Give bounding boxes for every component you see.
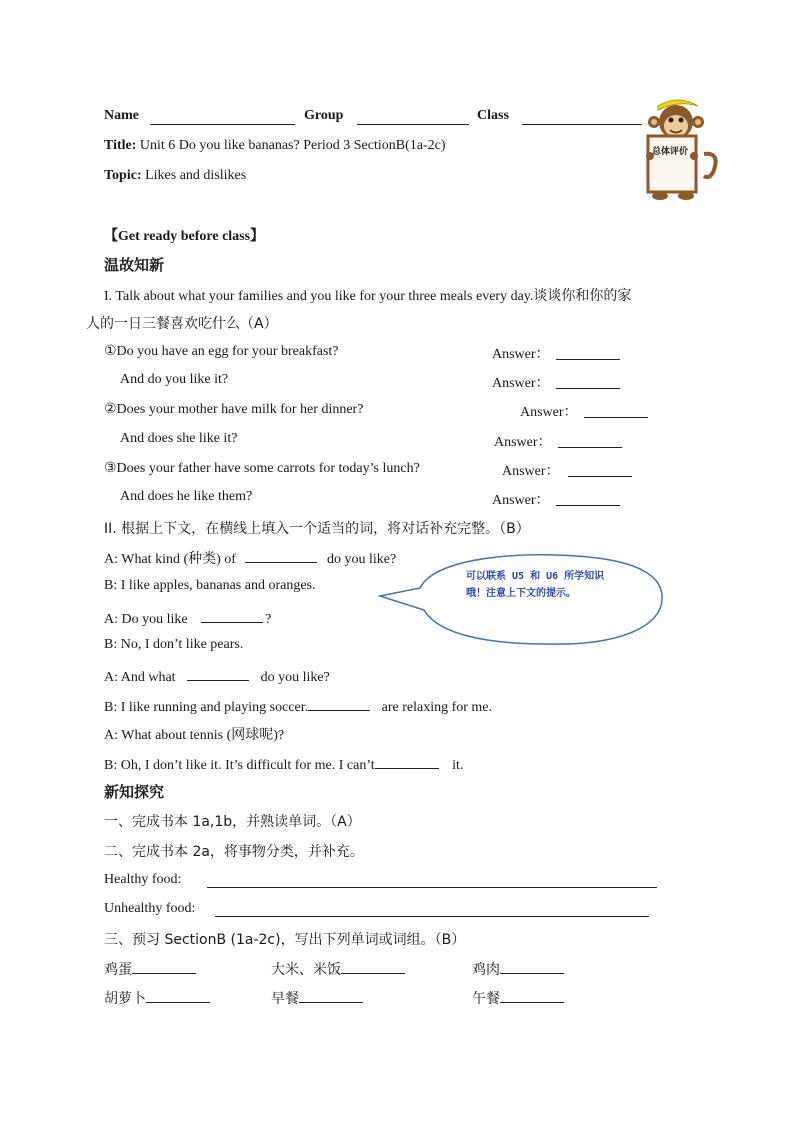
group-label: Group [304,108,344,123]
dialog-line-5-post: do you like? [260,670,330,685]
word-egg-blank[interactable] [132,959,196,974]
group-blank[interactable] [357,110,469,125]
dialog-line-3-post: ? [265,612,272,627]
word-chicken-label: 鸡肉 [472,962,500,978]
q3-text: ③Does your father have some carrots for today’s lunch? [104,461,420,476]
dialog-blank-1[interactable] [245,548,317,563]
word-breakfast-blank[interactable] [299,988,363,1003]
dialog-line-6-pre: B: I like running and playing soccer. [104,700,309,715]
q2-answer-blank[interactable] [584,403,648,418]
part1-line1: I. Talk about what your families and you like for your three meals every day.谈谈你和你的家 [104,289,632,304]
q3-answer-blank[interactable] [568,462,632,477]
dialog-line-6-post: are relaxing for me. [381,700,493,715]
topic-label: Topic: [104,168,142,183]
dialog-line-6 [104,696,492,716]
q2b-answer-blank[interactable] [558,433,622,448]
class-label: Class [477,108,509,123]
title-line [104,138,446,154]
dialog-line-8-post: it. [452,758,464,773]
dialog-line-3 [104,608,271,628]
dialog-blank-5[interactable] [375,754,439,769]
dialog-line-5 [104,666,330,686]
dialog-blank-4[interactable] [308,696,370,711]
word-lunch [472,988,564,1008]
q2-answer-label: Answer： [520,405,578,420]
word-egg-label: 鸡蛋 [104,962,132,978]
word-rice [271,959,405,979]
dialog-line-1-post: do you like? [326,552,397,567]
word-egg [104,959,196,979]
dialog-blank-2[interactable] [201,608,263,623]
q3b-answer-label: Answer： [492,493,550,508]
task-2: 二、完成书本 2a，将事物分类，并补充。 [104,844,364,860]
dialog-line-5-pre: A: And what [104,670,176,685]
q1-answer-label: Answer： [492,347,550,362]
dialog-line-7: A: What about tennis (网球呢)? [104,728,285,743]
dialog-line-1-pre: A: What kind (种类) of [104,552,236,567]
dialog-line-3-pre: A: Do you like [104,612,188,627]
part2-title: II. 根据上下文，在横线上填入一个适当的词，将对话补充完整。（B） [104,521,530,537]
word-carrot-label: 胡萝卜 [104,991,146,1007]
hint-bubble-text: 可以联系 U5 和 U6 所学知识哦！注意上下文的提示。 [466,571,605,599]
dialog-line-1 [104,548,396,568]
dialog-line-4: B: No, I don’t like pears. [104,637,244,652]
word-rice-blank[interactable] [341,959,405,974]
dialog-line-8 [104,754,463,774]
q1b-answer-blank[interactable] [556,374,620,389]
q3-answer-label: Answer： [502,464,560,479]
word-chicken-blank[interactable] [500,959,564,974]
task-1: 一、完成书本 1a,1b，并熟读单词。（A） [104,814,361,830]
topic-value: Likes and dislikes [145,168,247,183]
name-label: Name [104,108,139,123]
unhealthy-label: Unhealthy food: [104,901,196,916]
word-breakfast-label: 早餐 [271,991,299,1007]
word-lunch-blank[interactable] [500,988,564,1003]
dialog-line-8-pre: B: Oh, I don’t like it. It’s difficult for me. I can’t [104,758,375,773]
q2-text: ②Does your mother have milk for her dinner? [104,402,364,417]
healthy-label: Healthy food: [104,872,182,887]
q1b-answer-label: Answer： [492,376,550,391]
topic-line [104,168,246,184]
part1-line2: 人的一日三餐喜欢吃什么（A） [86,316,278,332]
title-label: Title: [104,138,137,153]
word-carrot [104,988,210,1008]
healthy-blank[interactable] [207,873,657,888]
word-carrot-blank[interactable] [146,988,210,1003]
unhealthy-blank[interactable] [215,902,649,917]
q1-answer-blank[interactable] [556,345,620,360]
new-heading: 新知探究 [104,783,165,801]
q3b-text: And does he like them? [120,489,253,504]
review-heading: 温故知新 [104,256,165,274]
word-lunch-label: 午餐 [472,991,500,1007]
title-value: Unit 6 Do you like bananas? Period 3 SectionB(1a-2c) [139,138,446,153]
word-rice-label: 大米、米饭 [271,962,341,978]
badge-text: 总体评价 [652,147,689,157]
q2b-answer-label: Answer： [494,435,552,450]
section-get-ready: 【Get ready before class】 [104,229,265,244]
dialog-blank-3[interactable] [187,666,249,681]
name-blank[interactable] [150,110,295,125]
q2b-text: And does she like it? [120,431,238,446]
q1-text: ①Do you have an egg for your breakfast? [104,344,339,359]
word-breakfast [271,988,363,1008]
task-3: 三、预习 SectionB (1a-2c)，写出下列单词或词组。（B） [104,932,466,948]
class-blank[interactable] [522,110,642,125]
word-chicken [472,959,564,979]
q1b-text: And do you like it? [120,372,229,387]
q3b-answer-blank[interactable] [556,491,620,506]
dialog-line-2: B: I like apples, bananas and oranges. [104,578,316,593]
